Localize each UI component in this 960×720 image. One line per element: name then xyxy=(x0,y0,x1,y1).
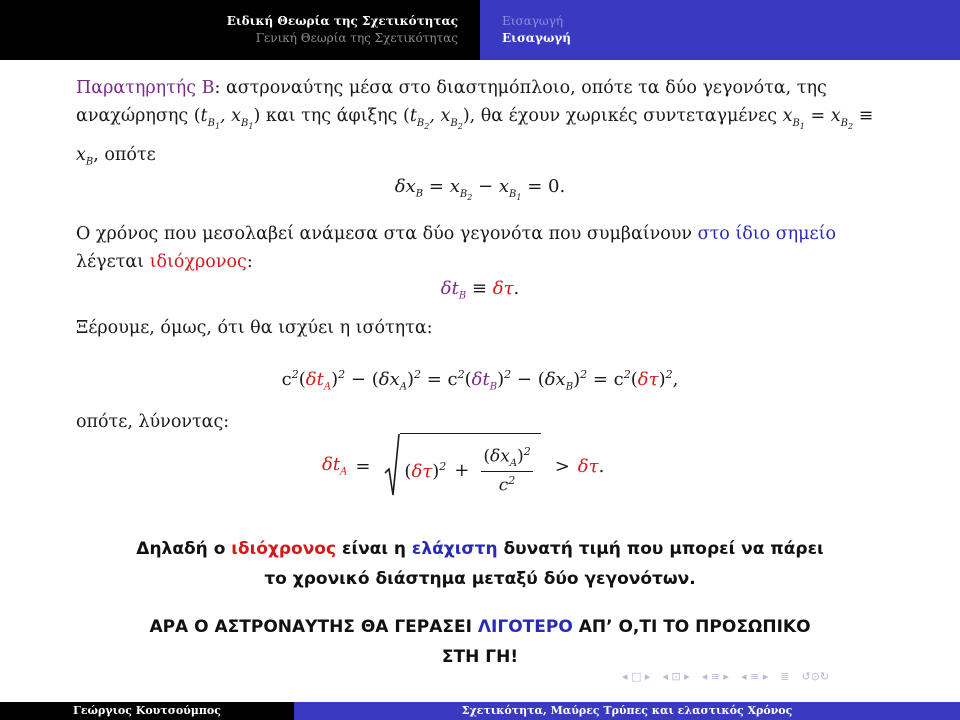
equation-delta-x-b: $\delta x_B = x_{B_2} - x_{B_1} = 0$. xyxy=(394,176,566,202)
p2-text-a: Ο χρόνος που μεσολαβεί ανάμεσα στα δύο γεγονότα που συμβαίνουν xyxy=(76,224,698,244)
conclusion-line-4: ΣΤΗ ΓΗ! xyxy=(441,647,519,667)
conclusion-minimum: ελάχιστη xyxy=(411,539,498,559)
equation-time-dilation: $\delta t_A$ = $(\delta\tau)^2$ + $\frac{(\delta x_A)^2}{c^2}$ > δτ . xyxy=(322,426,604,506)
same-point-highlight: στο ίδιο σημείο xyxy=(697,224,836,244)
proper-time-highlight: ιδιόχρονος xyxy=(149,252,247,272)
header-section-active[interactable]: Ειδική Θεωρία της Σχετικότητας xyxy=(226,14,458,28)
header-subsection-active[interactable]: Εισαγωγή xyxy=(502,31,572,45)
p2-text-c: : xyxy=(246,252,253,272)
header-section-inactive[interactable]: Γενική Θεωρία της Σχετικότητας xyxy=(255,31,458,45)
conclusion-caps-b: ΑΠ’ Ο,ΤΙ ΤΟ ΠΡΟΣΩΠΙΚΟ xyxy=(572,617,811,637)
conclusion-caps-a: ΑΡΑ Ο ΑΣΤΡΟΝΑΥΤΗΣ ΘΑ ΓΕΡΑΣΕΙ xyxy=(149,617,478,637)
p1-text-b: και της άφιξης xyxy=(260,106,404,126)
nav-subsection-icon[interactable]: ◂ ≡ ▸ xyxy=(740,670,769,683)
header-subsection-nav xyxy=(480,0,960,60)
header-section-nav xyxy=(0,0,480,60)
sqrt-symbol: $(\delta\tau)^2$ + $\frac{(\delta x_A)^2}{c^2}$ xyxy=(384,433,540,499)
observer-label: Παρατηρητής Β xyxy=(76,78,215,98)
slide-header xyxy=(0,0,960,60)
paragraph-observer-b xyxy=(76,74,876,176)
paragraph-solving: οπότε, λύνοντας: xyxy=(76,412,230,432)
header-subsection-inactive[interactable]: Εισαγωγή xyxy=(502,14,564,28)
p2-text-b: λέγεται xyxy=(76,252,150,272)
conclusion-line-3 xyxy=(40,612,920,642)
footer-title: Σχετικότητα, Μαύρες Τρύπες και ελαστικός Χρόνος xyxy=(294,702,960,720)
conclusion-less: ΛΙΓΟΤΕΡΟ xyxy=(477,617,573,637)
nav-search-icon[interactable]: ↺⊙↻ xyxy=(801,670,830,683)
paragraph-invariance: Ξέρουμε, όμως, ότι θα ισχύει η ισότητα: xyxy=(76,318,433,338)
arrival-event: ($t_{B_2}$, $x_{B_2}$) xyxy=(403,106,470,131)
conclusion-text-b: είναι η xyxy=(336,539,412,559)
nav-section-icon[interactable]: ◂ ≡ ▸ xyxy=(701,670,729,683)
slide-footer xyxy=(0,702,960,720)
nav-first-icon[interactable]: ◂ □ ▸ xyxy=(622,670,651,683)
beamer-navigation xyxy=(622,670,829,683)
p1-text-c: , θα έχουν χωρικές συντεταγμένες xyxy=(469,106,783,126)
p1-text-d: , οπότε xyxy=(93,144,156,165)
nav-prev-frame-icon[interactable]: ◂ ⊡ ▸ xyxy=(662,670,690,683)
footer-author: Γεώργιος Κουτσούμπος xyxy=(0,702,294,720)
conclusion-proper-time: ιδιόχρονος xyxy=(231,539,337,559)
equation-interval-invariance: $c^2(\delta t_A)^2 - (\delta x_A)^2 = c^2(\delta t_B)^2 - (\delta x_B)^2 = c^2(\delta\tau)^2$, xyxy=(281,368,679,393)
p1-text-a: : αστροναύτης μέσα στο διαστημόπλοιο, οπότε τα δύο γεγονότα, της αναχώρησης xyxy=(76,78,827,126)
conclusion-text-a: Δηλαδή ο xyxy=(136,539,232,559)
conclusion-line-2: το χρονικό διάστημα μεταξύ δύο γεγονότων. xyxy=(264,569,696,589)
conclusion-line-1 xyxy=(40,534,920,564)
coordinates-equality: $x_{B_1} = x_{B_2} \equiv x_B$ xyxy=(76,106,874,167)
nav-align-icon[interactable]: ≣ xyxy=(780,670,790,683)
departure-event: ($t_{B_1}$, $x_{B_1}$) xyxy=(193,106,261,131)
conclusion-text-c: δυνατή τιμή που μπορεί να πάρει xyxy=(497,539,824,559)
paragraph-proper-time-definition xyxy=(76,220,876,276)
equation-proper-time: $\delta t_B \equiv \delta\tau$. xyxy=(440,278,520,302)
